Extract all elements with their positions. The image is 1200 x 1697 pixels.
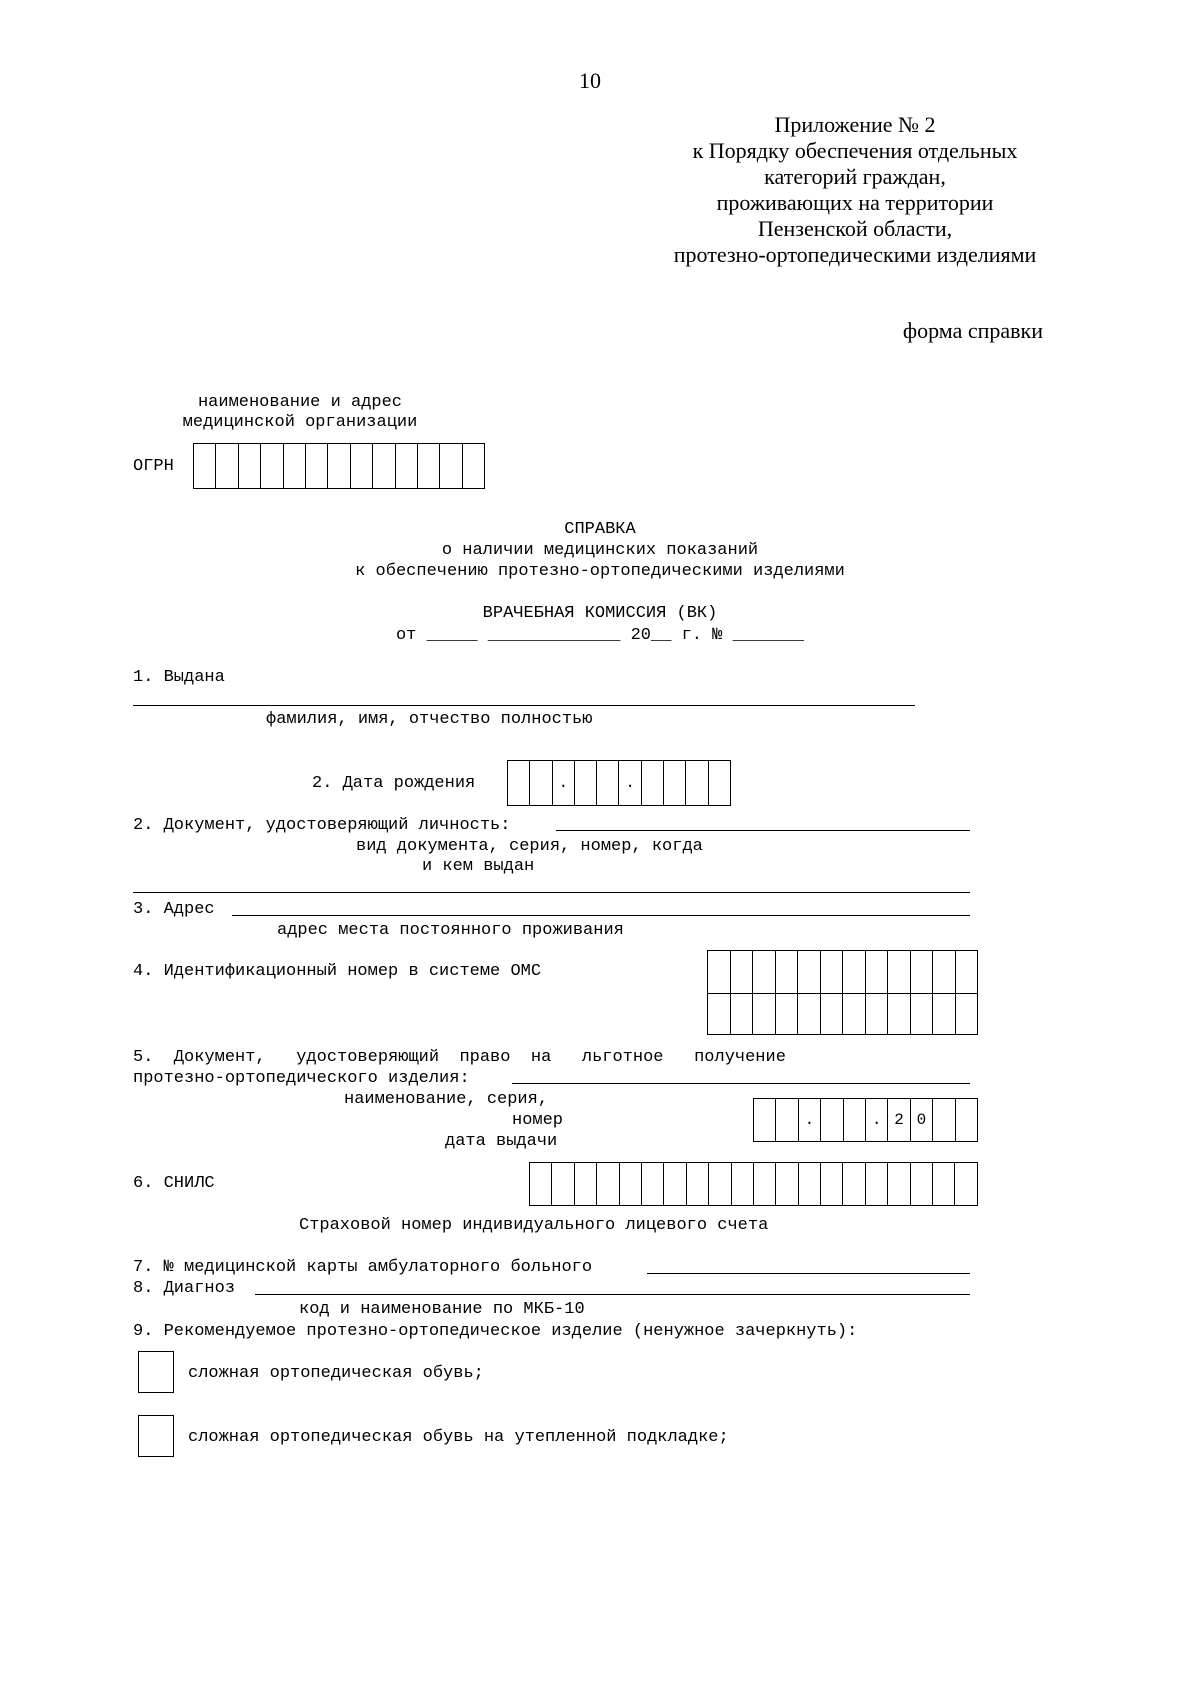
grid-cell[interactable]: [843, 992, 866, 1034]
snils-hint: Страховой номер индивидуального лицевого счета: [299, 1216, 769, 1235]
field-issued-to-line[interactable]: [133, 705, 915, 706]
grid-cell[interactable]: [642, 1163, 664, 1205]
grid-cell[interactable]: [956, 1099, 978, 1141]
grid-cell[interactable]: [866, 951, 889, 993]
grid-cell[interactable]: [843, 1163, 865, 1205]
grid-cell[interactable]: [821, 951, 844, 993]
grid-cell[interactable]: [708, 992, 731, 1034]
medical-card-line[interactable]: [647, 1273, 970, 1274]
option-label: сложная ортопедическая обувь на утепленной подкладке;: [188, 1428, 729, 1447]
benefit-doc-hint: наименование, серия,: [344, 1090, 549, 1109]
grid-cell[interactable]: 0: [911, 1099, 933, 1141]
oms-number-label: 4. Идентификационный номер в системе ОМС: [133, 962, 542, 981]
field-issued-to-label: 1. Выдана: [133, 668, 225, 687]
appendix-line: проживающих на территории: [716, 190, 994, 215]
grid-cell[interactable]: [328, 444, 350, 488]
appendix-line: Приложение № 2: [774, 112, 936, 137]
grid-cell[interactable]: [686, 761, 708, 805]
grid-cell[interactable]: [306, 444, 328, 488]
grid-cell[interactable]: [933, 1099, 955, 1141]
grid-cell[interactable]: [754, 1163, 776, 1205]
grid-cell[interactable]: [888, 992, 911, 1034]
grid-cell[interactable]: [776, 992, 799, 1034]
identity-doc-hint: вид документа, серия, номер, когда: [356, 837, 703, 856]
benefit-doc-line[interactable]: [512, 1083, 970, 1084]
grid-cell[interactable]: [418, 444, 440, 488]
address-hint: адрес места постоянного проживания: [277, 921, 624, 940]
grid-cell[interactable]: [753, 992, 776, 1034]
benefit-doc-label: 5. Документ, удостоверяющий право на льготное получение: [133, 1048, 786, 1067]
grid-cell[interactable]: [776, 1099, 798, 1141]
grid-cell[interactable]: [956, 951, 979, 993]
form-label: форма справки: [902, 318, 1043, 343]
grid-cell[interactable]: [687, 1163, 709, 1205]
grid-cell[interactable]: [933, 1163, 955, 1205]
appendix-line: протезно-ортопедическими изделиями: [673, 242, 1037, 267]
grid-cell[interactable]: [396, 444, 418, 488]
ogrn-input-grid[interactable]: [193, 443, 485, 489]
grid-cell[interactable]: [530, 1163, 552, 1205]
grid-cell[interactable]: [508, 761, 530, 805]
grid-cell[interactable]: [821, 992, 844, 1034]
ogrn-label: ОГРН: [133, 457, 174, 476]
address-line[interactable]: [232, 915, 970, 916]
grid-cell[interactable]: .: [866, 1099, 888, 1141]
grid-cell[interactable]: [597, 1163, 619, 1205]
grid-cell[interactable]: [194, 444, 216, 488]
identity-doc-line-2[interactable]: [133, 892, 970, 893]
option-checkbox[interactable]: [138, 1415, 174, 1457]
diagnosis-label: 8. Диагноз: [133, 1279, 236, 1298]
grid-cell[interactable]: .: [619, 761, 641, 805]
oms-number-grid-row2[interactable]: [707, 992, 978, 1035]
org-name-hint: наименование и адрес: [197, 393, 403, 412]
grid-cell[interactable]: [799, 1163, 821, 1205]
grid-cell[interactable]: [239, 444, 261, 488]
benefit-doc-hint-2: номер: [512, 1111, 564, 1130]
option-label: сложная ортопедическая обувь;: [188, 1364, 484, 1383]
grid-cell[interactable]: [373, 444, 395, 488]
benefit-doc-label-2: протезно-ортопедического изделия:: [133, 1069, 470, 1088]
grid-cell[interactable]: [709, 761, 731, 805]
grid-cell[interactable]: [731, 951, 754, 993]
document-title: СПРАВКА: [564, 520, 636, 539]
field-issued-to-hint: фамилия, имя, отчество полностью: [266, 710, 593, 729]
benefit-doc-hint-3: дата выдачи: [445, 1132, 558, 1151]
grid-cell[interactable]: [821, 1099, 843, 1141]
grid-cell[interactable]: [732, 1163, 754, 1205]
recommended-product-label: 9. Рекомендуемое протезно-ортопедическое изделие (ненужное зачеркнуть):: [133, 1322, 858, 1341]
grid-cell[interactable]: [821, 1163, 843, 1205]
grid-cell[interactable]: [575, 761, 597, 805]
grid-cell[interactable]: [753, 951, 776, 993]
appendix-line: Пензенской области,: [757, 216, 953, 241]
grid-cell[interactable]: [708, 951, 731, 993]
grid-cell[interactable]: [351, 444, 373, 488]
grid-cell[interactable]: [888, 951, 911, 993]
identity-doc-label: 2. Документ, удостоверяющий личность:: [133, 816, 511, 835]
grid-cell[interactable]: [664, 761, 686, 805]
appendix-line: к Порядку обеспечения отдельных: [692, 138, 1018, 163]
diagnosis-hint: код и наименование по МКБ-10: [299, 1300, 585, 1319]
grid-cell[interactable]: [216, 444, 238, 488]
grid-cell[interactable]: [575, 1163, 597, 1205]
dob-label: 2. Дата рождения: [312, 774, 476, 793]
grid-cell[interactable]: [440, 444, 462, 488]
grid-cell[interactable]: [933, 951, 956, 993]
grid-cell[interactable]: [955, 1163, 977, 1205]
grid-cell[interactable]: [284, 444, 306, 488]
grid-cell[interactable]: .: [553, 761, 575, 805]
grid-cell[interactable]: [463, 444, 485, 488]
snils-label: 6. СНИЛС: [133, 1174, 215, 1193]
dob-input-grid[interactable]: [507, 760, 731, 806]
grid-cell[interactable]: [530, 761, 552, 805]
appendix-line: категорий граждан,: [764, 164, 946, 189]
grid-cell[interactable]: [911, 951, 934, 993]
grid-cell[interactable]: [911, 992, 934, 1034]
grid-cell[interactable]: 2: [888, 1099, 910, 1141]
commission-date-line[interactable]: от _____ _____________ 20__ г. № _______: [395, 626, 805, 645]
org-address-hint: медицинской организации: [182, 413, 418, 432]
diagnosis-line[interactable]: [255, 1294, 970, 1295]
grid-cell[interactable]: [843, 951, 866, 993]
grid-cell[interactable]: [866, 1163, 888, 1205]
appendix-block: [655, 112, 1055, 268]
grid-cell[interactable]: [597, 761, 619, 805]
grid-cell[interactable]: .: [799, 1099, 821, 1141]
grid-cell[interactable]: [664, 1163, 686, 1205]
identity-doc-line[interactable]: [556, 830, 970, 831]
grid-cell[interactable]: [620, 1163, 642, 1205]
grid-cell[interactable]: [933, 992, 956, 1034]
address-label: 3. Адрес: [133, 900, 215, 919]
identity-doc-hint-2: и кем выдан: [422, 857, 535, 876]
snils-input-grid[interactable]: [529, 1162, 978, 1206]
page-number: 10: [579, 68, 601, 93]
grid-cell[interactable]: [911, 1163, 933, 1205]
grid-cell[interactable]: [642, 761, 664, 805]
medical-card-label: 7. № медицинской карты амбулаторного больного: [133, 1258, 593, 1277]
grid-cell[interactable]: [776, 951, 799, 993]
grid-cell[interactable]: [709, 1163, 731, 1205]
commission-label: ВРАЧЕБНАЯ КОМИССИЯ (ВК): [482, 604, 718, 623]
grid-cell[interactable]: [798, 951, 821, 993]
grid-cell[interactable]: [776, 1163, 798, 1205]
grid-cell[interactable]: [731, 992, 754, 1034]
document-subtitle: о наличии медицинских показаний: [441, 541, 759, 560]
option-checkbox[interactable]: [138, 1351, 174, 1393]
oms-number-grid-row1[interactable]: [707, 950, 978, 994]
benefit-doc-date-grid[interactable]: [753, 1098, 978, 1142]
document-subtitle-2: к обеспечению протезно-ортопедическими изделиями: [355, 562, 845, 581]
grid-cell[interactable]: [261, 444, 283, 488]
grid-cell[interactable]: [888, 1163, 910, 1205]
grid-cell[interactable]: [844, 1099, 866, 1141]
grid-cell[interactable]: [754, 1099, 776, 1141]
grid-cell[interactable]: [956, 992, 979, 1034]
grid-cell[interactable]: [866, 992, 889, 1034]
grid-cell[interactable]: [552, 1163, 574, 1205]
grid-cell[interactable]: [798, 992, 821, 1034]
